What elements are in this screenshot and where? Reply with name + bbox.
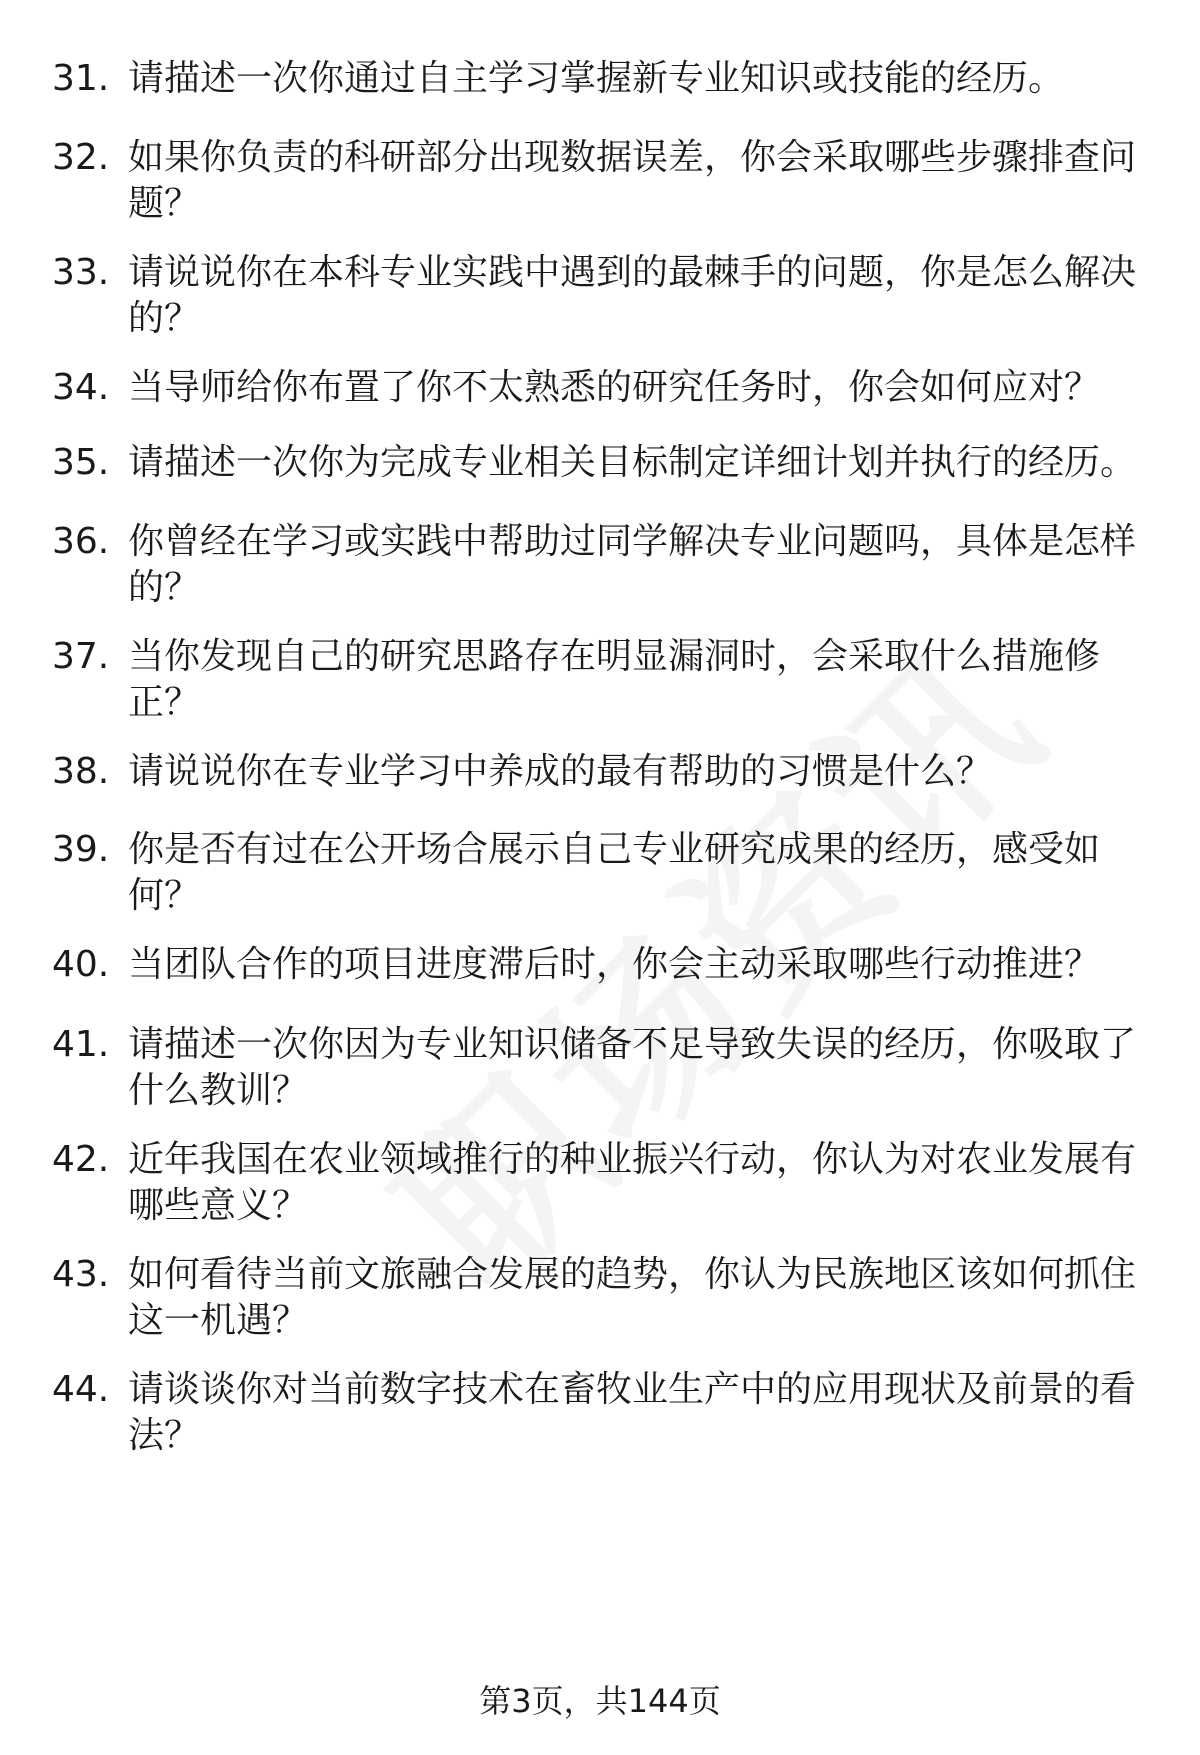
question-line: 什么教训？	[128, 1070, 309, 1111]
question-line: 哪些意义？	[128, 1185, 309, 1226]
question-line: 请说说你在专业学习中养成的最有帮助的习惯是什么？	[128, 751, 993, 792]
question-number: 31.	[52, 58, 110, 99]
question-line: 当团队合作的项目进度滞后时，你会主动采取哪些行动推进？	[128, 944, 1101, 985]
question-number: 43.	[52, 1254, 110, 1295]
question-number: 38.	[52, 751, 110, 792]
question-number: 36.	[52, 521, 110, 562]
question-number: 40.	[52, 944, 110, 985]
question-line: 法？	[128, 1415, 201, 1456]
question-line: 如果你负责的科研部分出现数据误差，你会采取哪些步骤排查问	[128, 137, 1137, 178]
question-text	[128, 56, 1138, 102]
question-text	[128, 519, 1138, 611]
question-text	[128, 634, 1138, 726]
question-line: 你曾经在学习或实践中帮助过同学解决专业问题吗，具体是怎样	[128, 521, 1137, 562]
question-line: 如何看待当前文旅融合发展的趋势，你认为民族地区该如何抓住	[128, 1254, 1137, 1295]
question-line: 请描述一次你通过自主学习掌握新专业知识或技能的经历。	[128, 58, 1065, 99]
question-text	[128, 1137, 1138, 1229]
page-footer: 第3页，共144页	[479, 1682, 721, 1720]
question-text	[128, 1252, 1138, 1344]
question-text	[128, 440, 1138, 486]
question-text	[128, 942, 1138, 988]
question-line: 请谈谈你对当前数字技术在畜牧业生产中的应用现状及前景的看	[128, 1369, 1137, 1410]
question-line: 请描述一次你因为专业知识储备不足导致失误的经历，你吸取了	[128, 1024, 1137, 1065]
question-line: 当导师给你布置了你不太熟悉的研究任务时，你会如何应对？	[128, 367, 1101, 408]
question-line: 当你发现自己的研究思路存在明显漏洞时，会采取什么措施修	[128, 636, 1101, 677]
question-number: 39.	[52, 829, 110, 870]
question-line: 你是否有过在公开场合展示自己专业研究成果的经历，感受如	[128, 829, 1101, 870]
question-text	[128, 1022, 1138, 1114]
question-text	[128, 749, 1138, 795]
question-line: 何？	[128, 875, 201, 916]
question-line: 近年我国在农业领域推行的种业振兴行动，你认为对农业发展有	[128, 1139, 1137, 1180]
question-text	[128, 827, 1138, 919]
question-number: 44.	[52, 1369, 110, 1410]
question-line: 的？	[128, 298, 201, 339]
question-text	[128, 135, 1138, 227]
question-line: 请描述一次你为完成专业相关目标制定详细计划并执行的经历。	[128, 442, 1137, 483]
question-line: 题？	[128, 183, 201, 224]
question-number: 33.	[52, 252, 110, 293]
question-number: 35.	[52, 442, 110, 483]
question-text	[128, 365, 1138, 411]
question-number: 32.	[52, 137, 110, 178]
question-number: 42.	[52, 1139, 110, 1180]
question-text	[128, 250, 1138, 342]
question-number: 41.	[52, 1024, 110, 1065]
question-number: 34.	[52, 367, 110, 408]
question-line: 的？	[128, 567, 201, 608]
question-line: 正？	[128, 682, 201, 723]
question-text	[128, 1367, 1138, 1459]
question-line: 这一机遇？	[128, 1300, 309, 1341]
question-number: 37.	[52, 636, 110, 677]
question-line: 请说说你在本科专业实践中遇到的最棘手的问题，你是怎么解决	[128, 252, 1137, 293]
